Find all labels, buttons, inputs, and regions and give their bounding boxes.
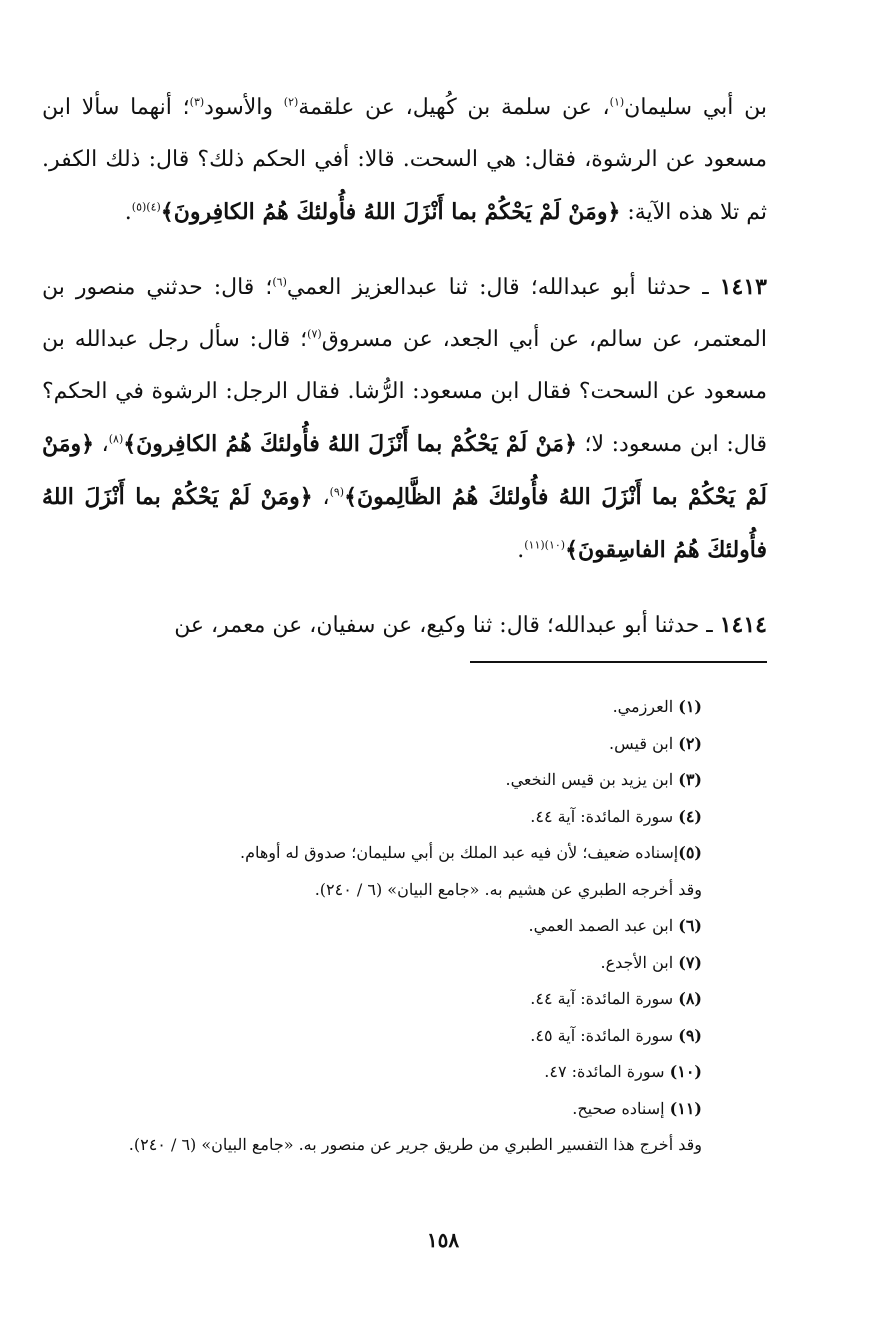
footnote-line: [42, 689, 702, 726]
footnote-number: (٥): [678, 843, 702, 862]
footnote-line: [42, 981, 702, 1018]
footnote-number: (٣): [678, 770, 702, 789]
footnote-number: (١): [678, 697, 702, 716]
footnote-marker: (٦): [272, 275, 287, 289]
footnote-line: [42, 1127, 702, 1164]
footnote-text: وقد أخرجه الطبري عن هشيم به. «جامع البيان» (٦ / ٢٤٠).: [314, 879, 702, 899]
quran-verse: ﴿مَنْ لَمْ يَحْكُمْ بما أَنْزَلَ اللهُ فأُولئكَ هُمُ الكافِرونَ﴾: [123, 431, 577, 457]
footnote-line: [42, 1054, 702, 1091]
footnote-text: سورة المائدة: ٤٧.: [544, 1062, 670, 1081]
footnote-text: ابن قيس.: [609, 733, 679, 753]
footnote-text: ابن الأجدع.: [600, 952, 679, 972]
footnote-marker: (٣): [189, 95, 205, 109]
footnote-line: [42, 726, 702, 763]
footnote-text: وقد أخرج هذا التفسير الطبري من طريق جرير عن منصور به. «جامع البيان» (٦ / ٢٤٠).: [128, 1135, 702, 1154]
text-run: ؛ قال: سأل رجل عبدالله بن مسعود عن السحت؟ فقال ابن مسعود: الرُّشا. فقال الرجل: الرشوة في الحكم؟ قال: ابن مسعود: لا؛: [42, 327, 768, 457]
hadith-number: ١٤١٤: [719, 612, 767, 638]
text-run: ، عن سلمة بن كُهيل، عن علقمة: [298, 95, 610, 120]
footnote-line: [42, 835, 702, 872]
footnote-text: إسناده صحيح.: [572, 1098, 670, 1118]
text-run: ،: [94, 432, 109, 457]
text-run: .: [124, 200, 132, 225]
footnote-line: [42, 1091, 702, 1128]
main-text: [42, 82, 767, 674]
quran-verse: ﴿ومَنْ لَمْ يَحْكُمْ بما أَنْزَلَ اللهُ فأُولئكَ هُمُ الفاسِقونَ﴾: [42, 484, 767, 563]
hadith-number: ١٤١٣: [719, 274, 767, 300]
footnote-number: (١٠): [669, 1062, 702, 1081]
footnote-text: العرزمي.: [612, 697, 679, 716]
footnote-marker: (١٠)(١١): [524, 538, 566, 552]
footnote-text: إسناده ضعيف؛ لأن فيه عبد الملك بن أبي سليمان؛ صدوق له أوهام.: [239, 843, 679, 862]
text-run: ـ حدثنا أبو عبدالله؛ قال: ثنا عبدالعزيز العمي: [286, 275, 720, 300]
footnotes: [42, 689, 702, 1164]
footnote-line: [42, 945, 702, 982]
footnote-text: سورة المائدة: آية ٤٤.: [530, 806, 679, 826]
footnote-text: سورة المائدة: آية ٤٤.: [530, 989, 679, 1008]
footnote-marker: (٢): [283, 95, 299, 109]
footnote-line: [42, 872, 702, 909]
footnote-marker: (٨): [108, 432, 124, 446]
footnote-separator: [470, 661, 767, 663]
footnote-marker: (٤)(٥): [131, 200, 161, 214]
text-run: والأسود: [204, 95, 284, 120]
paragraph: [42, 261, 767, 577]
text-run: ؛ أنهما سألا ابن مسعود عن الرشوة، فقال: هي السحت. قالا: أفي الحكم ذلك؟ قال: ذلك الكفر. ثم تلا هذه الآية:: [42, 95, 767, 225]
footnote-number: (٦): [678, 916, 702, 935]
footnote-text: سورة المائدة: آية ٤٥.: [530, 1025, 679, 1045]
footnote-line: [42, 908, 702, 945]
footnote-marker: (٧): [307, 327, 322, 341]
paragraph: [42, 599, 767, 652]
footnote-line: [42, 762, 702, 799]
footnote-text: ابن يزيد بن قيس النخعي.: [505, 770, 679, 789]
footnote-number: (٢): [678, 733, 702, 753]
footnote-number: (١١): [669, 1098, 702, 1118]
text-run: ـ حدثنا أبو عبدالله؛ قال: ثنا وكيع، عن سفيان، عن معمر، عن: [174, 613, 720, 638]
paragraph: [42, 82, 767, 239]
footnote-number: (٧): [678, 952, 702, 972]
text-run: بن أبي سليمان: [624, 95, 767, 120]
footnote-number: (٩): [678, 1025, 702, 1045]
footnote-number: (٨): [678, 989, 702, 1008]
page-number: ١٥٨: [426, 1228, 460, 1252]
text-run: ؛ قال: حدثني منصور بن المعتمر، عن سالم، عن أبي الجعد، عن مسروق: [42, 275, 767, 352]
footnote-number: (٤): [678, 806, 702, 826]
footnote-line: [42, 1018, 702, 1055]
footnote-line: [42, 799, 702, 836]
footnote-marker: (١): [609, 95, 625, 109]
quran-verse: ﴿ومَنْ لَمْ يَحْكُمْ بما أَنْزَلَ اللهُ فأُولئكَ هُمُ الظَّالِمونَ﴾: [42, 431, 767, 510]
text-run: .: [517, 538, 525, 563]
footnote-marker: (٩): [329, 485, 345, 499]
text-run: ،: [312, 485, 330, 510]
footnote-text: ابن عبد الصمد العمي.: [528, 916, 679, 935]
quran-verse: ﴿ومَنْ لَمْ يَحْكُمْ بما أَنْزَلَ اللهُ فأُولئكَ هُمُ الكافِرونَ﴾: [160, 199, 621, 225]
